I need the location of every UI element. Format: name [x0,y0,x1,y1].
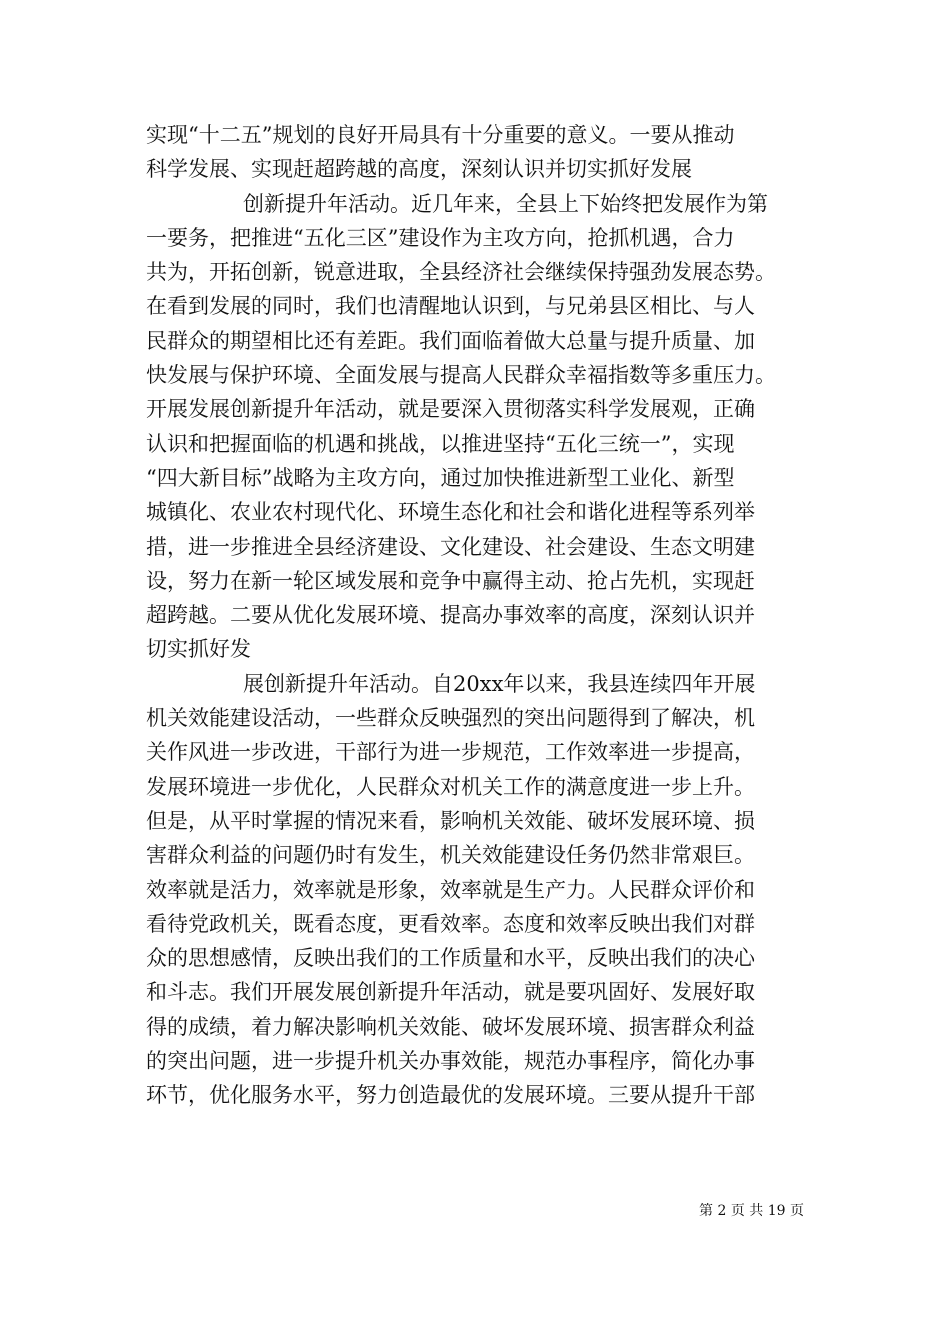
text-line: 在看到发展的同时，我们也清醒地认识到，与兄弟县区相比、与人 [146,294,755,319]
text-line: 超跨越。二要从优化发展环境、提高办事效率的高度，深刻认识并 [146,603,755,628]
text-line: 开展发展创新提升年活动，就是要深入贯彻落实科学发展观，正确 [146,397,755,422]
text-line: 效率就是活力，效率就是形象，效率就是生产力。人民群众评价和 [146,877,755,902]
body-text [146,118,816,1113]
text-line: 设，努力在新一轮区域发展和竞争中赢得主动、抢占先机，实现赶 [146,568,755,593]
text-line: “四大新目标”战略为主攻方向，通过加快推进新型工业化、新型 [146,465,735,490]
text-line: 科学发展、实现赶超跨越的高度，深刻认识并切实抓好发展 [146,157,692,182]
text-line: 民群众的期望相比还有差距。我们面临着做大总量与提升质量、加 [146,328,755,353]
text-line: 发展环境进一步优化，人民群众对机关工作的满意度进一步上升。 [146,774,755,799]
text-line: 得的成绩，着力解决影响机关效能、破坏发展环境、损害群众利益 [146,1014,755,1039]
page-number-footer: 第 2 页 共 19 页 [699,1203,804,1219]
text-line: 看待党政机关，既看态度，更看效率。态度和效率反映出我们对群 [146,911,755,936]
text-line: 的突出问题，进一步提升机关办事效能，规范办事程序，简化办事 [146,1049,755,1074]
text-line: 关作风进一步改进，干部行为进一步规范，工作效率进一步提高， [146,740,755,765]
text-line: 实现“十二五”规划的良好开局具有十分重要的意义。一要从推动 [146,123,735,147]
text-line: 一要务，把推进“五化三区”建设作为主攻方向，抢抓机遇，合力 [146,225,735,250]
text-line: 但是，从平时掌握的情况来看，影响机关效能、破坏发展环境、损 [146,808,755,833]
text-line: 快发展与保护环境、全面发展与提高人民群众幸福指数等多重压力。 [146,363,776,388]
text-line: 和斗志。我们开展发展创新提升年活动，就是要巩固好、发展好取 [146,980,755,1005]
text-line: 展创新提升年活动。自20xx年以来，我县连续四年开展 [243,671,756,696]
text-line: 认识和把握面临的机遇和挑战，以推进坚持“五化三统一”，实现 [146,431,735,456]
text-line: 城镇化、农业农村现代化、环境生态化和社会和谐化进程等系列举 [146,500,755,525]
text-line: 切实抓好发 [146,637,251,662]
text-line: 措，进一步推进全县经济建设、文化建设、社会建设、生态文明建 [146,534,755,559]
text-line: 共为，开拓创新，锐意进取，全县经济社会继续保持强劲发展态势。 [146,260,776,285]
text-line: 害群众利益的问题仍时有发生，机关效能建设任务仍然非常艰巨。 [146,843,755,868]
text-line: 环节，优化服务水平，努力创造最优的发展环境。三要从提升干部 [146,1083,755,1108]
text-line: 众的思想感情，反映出我们的工作质量和水平，反映出我们的决心 [146,946,755,971]
text-line: 创新提升年活动。近几年来，全县上下始终把发展作为第 [243,191,768,216]
text-line: 机关效能建设活动，一些群众反映强烈的突出问题得到了解决，机 [146,706,755,731]
